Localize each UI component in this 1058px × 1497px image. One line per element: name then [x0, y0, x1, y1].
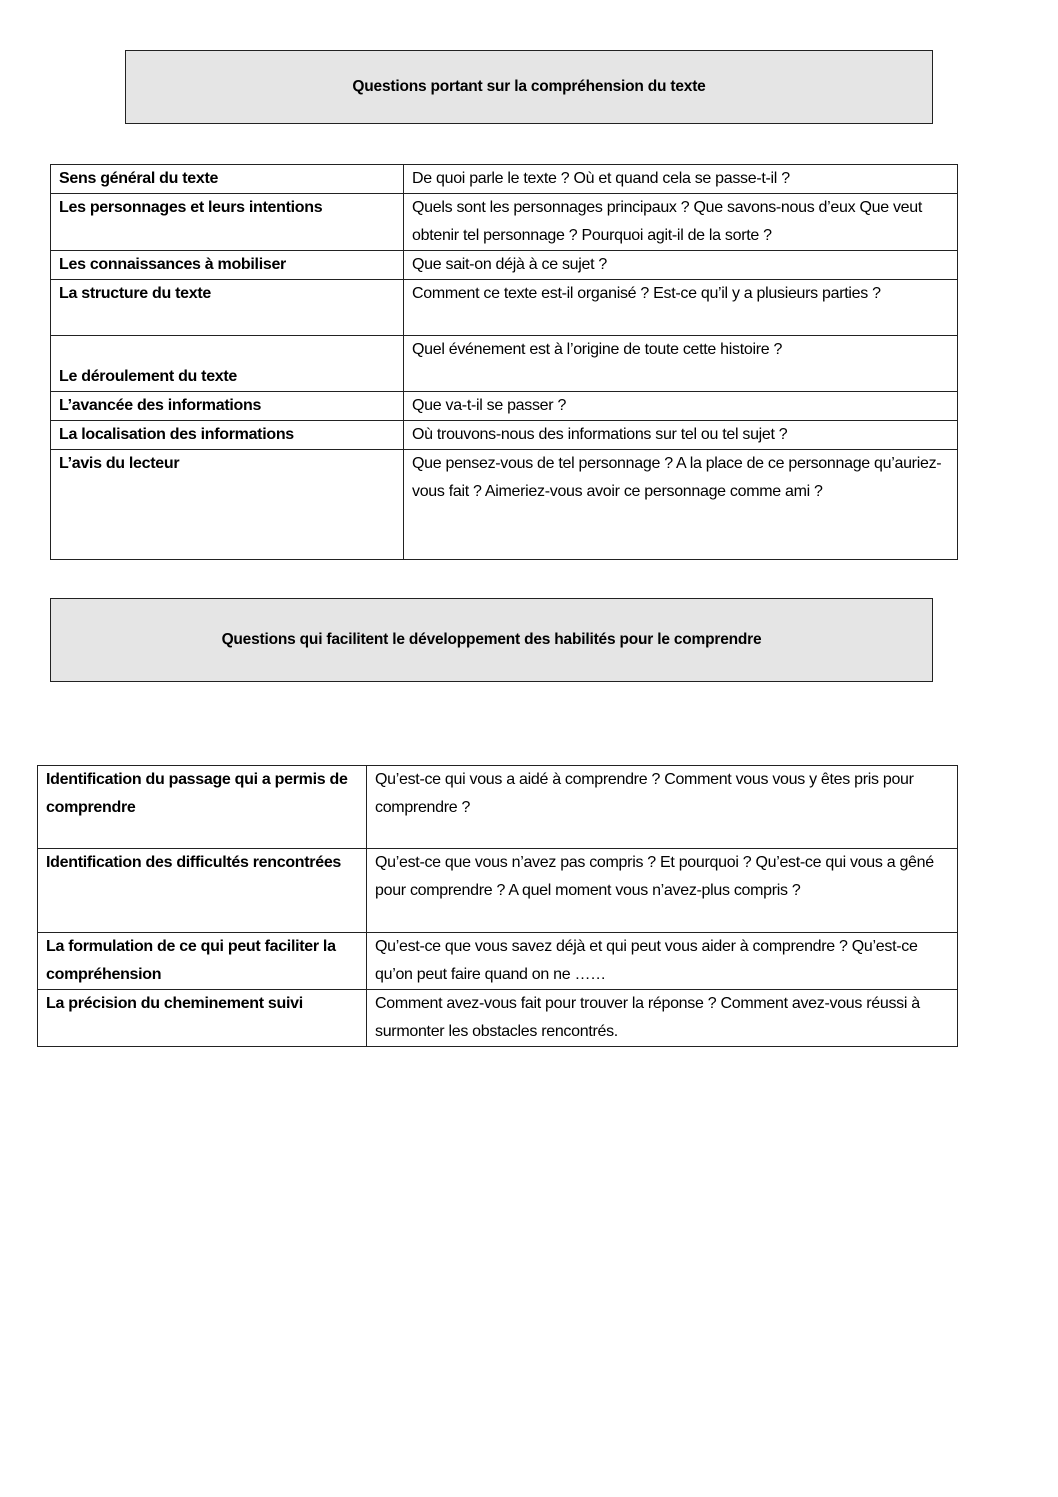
- row-label: La localisation des informations: [51, 421, 404, 450]
- section1-title-banner: [125, 50, 933, 124]
- table-row: [51, 392, 958, 421]
- row-question: De quoi parle le texte ? Où et quand cela se passe-t-il ?: [404, 165, 958, 194]
- section2-title-banner: [50, 598, 933, 682]
- row-label: La formulation de ce qui peut faciliter la compréhension: [38, 933, 367, 990]
- section2-title: Questions qui facilitent le développement des habilités pour le comprendre: [221, 631, 762, 648]
- row-question: Que sait-on déjà à ce sujet ?: [404, 251, 958, 280]
- table-row: [51, 421, 958, 450]
- row-label: Identification des difficultés rencontrées: [38, 849, 367, 933]
- row-question: Quel événement est à l’origine de toute cette histoire ?: [404, 336, 958, 392]
- row-label: Le déroulement du texte: [51, 336, 404, 392]
- row-label: Identification du passage qui a permis de comprendre: [38, 766, 367, 849]
- row-question: Qu’est-ce qui vous a aidé à comprendre ? Comment vous vous y êtes pris pour comprendre ?: [367, 766, 958, 849]
- table-row: [51, 251, 958, 280]
- row-label: L’avis du lecteur: [51, 450, 404, 560]
- table-row: [38, 933, 958, 990]
- row-question: Qu’est-ce que vous savez déjà et qui peut vous aider à comprendre ? Qu’est-ce qu’on peut faire quand on ne ……: [367, 933, 958, 990]
- skills-questions-table: [37, 765, 958, 1047]
- row-question: Comment ce texte est-il organisé ? Est-ce qu’il y a plusieurs parties ?: [404, 280, 958, 336]
- row-question: Que pensez-vous de tel personnage ? A la place de ce personnage qu’auriez-vous fait ? Aimeriez-vous avoir ce personnage comme ami ?: [404, 450, 958, 560]
- table-row: [38, 849, 958, 933]
- row-question: Qu’est-ce que vous n’avez pas compris ? Et pourquoi ? Qu’est-ce qui vous a gêné pour comprendre ? A quel moment vous n’avez-plus compris ?: [367, 849, 958, 933]
- row-label: La précision du cheminement suivi: [38, 990, 367, 1047]
- table-row: [51, 450, 958, 560]
- table-row: [51, 336, 958, 392]
- table-row: [51, 194, 958, 251]
- row-label: Les connaissances à mobiliser: [51, 251, 404, 280]
- comprehension-questions-table: [50, 164, 958, 560]
- row-label: L’avancée des informations: [51, 392, 404, 421]
- row-label: La structure du texte: [51, 280, 404, 336]
- table-row: [38, 766, 958, 849]
- row-label: Sens général du texte: [51, 165, 404, 194]
- row-question: Que va-t-il se passer ?: [404, 392, 958, 421]
- table-row: [51, 165, 958, 194]
- section1-title: Questions portant sur la compréhension du texte: [352, 78, 706, 95]
- table-row: [51, 280, 958, 336]
- row-question: Où trouvons-nous des informations sur tel ou tel sujet ?: [404, 421, 958, 450]
- row-question: Quels sont les personnages principaux ? Que savons-nous d’eux Que veut obtenir tel personnage ? Pourquoi agit-il de la sorte ?: [404, 194, 958, 251]
- row-label: Les personnages et leurs intentions: [51, 194, 404, 251]
- row-question: Comment avez-vous fait pour trouver la réponse ? Comment avez-vous réussi à surmonter les obstacles rencontrés.: [367, 990, 958, 1047]
- table-row: [38, 990, 958, 1047]
